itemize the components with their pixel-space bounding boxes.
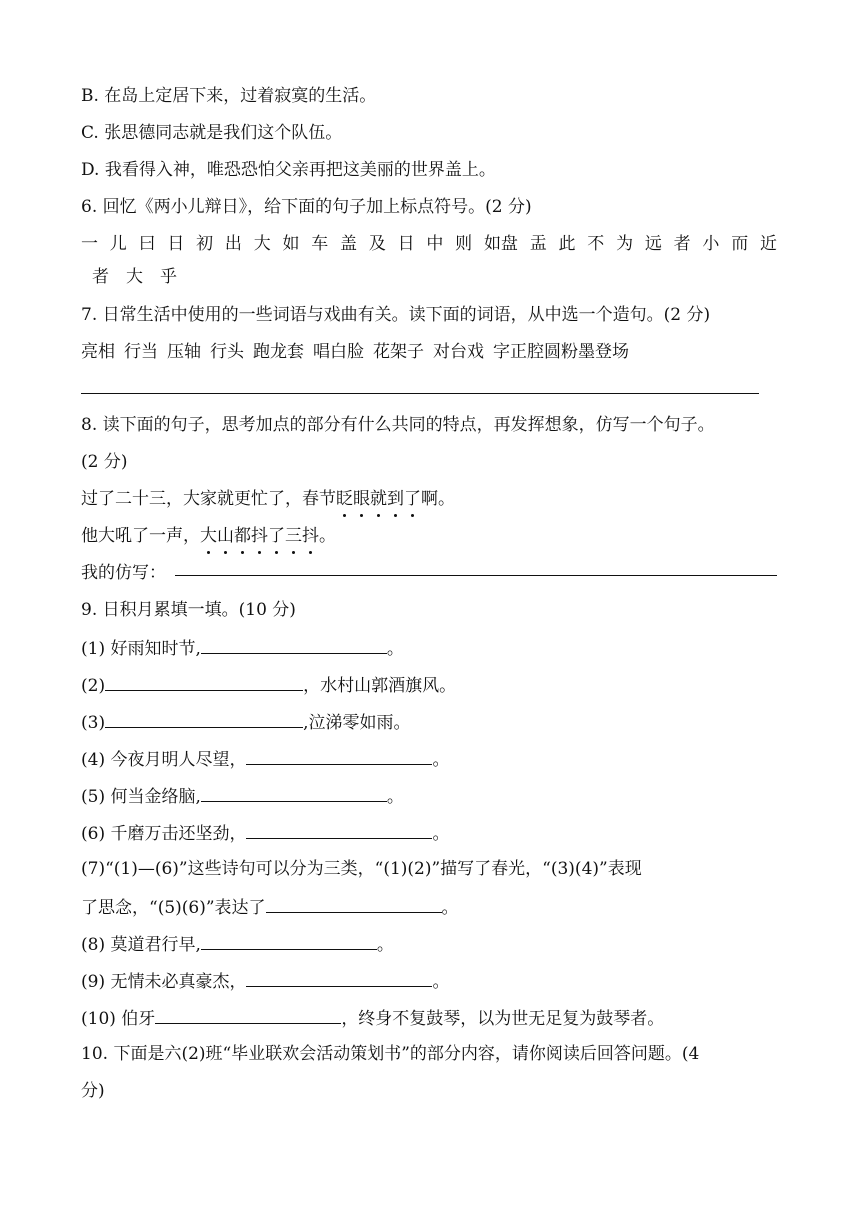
q9-2-blank[interactable] <box>105 672 303 691</box>
q6-chars-line-1 <box>81 232 777 256</box>
q9-2-text: (2) <box>81 676 106 696</box>
q9-item-2 <box>81 672 456 698</box>
q8-imitate-row <box>81 561 166 585</box>
q6-l1-char: 为 <box>616 234 634 254</box>
q6-l1-char: 不 <box>587 234 605 254</box>
emphasis-char: 就 <box>370 489 387 509</box>
q6-l1-char: 盖 <box>340 234 358 254</box>
q7-word: 字正腔圆粉墨登场 <box>493 342 629 362</box>
q8-s1-dotted <box>336 489 421 509</box>
q7-word: 对台戏 <box>433 342 484 362</box>
q8-sentence-1 <box>81 487 455 511</box>
q6-l1-char: 者 <box>673 234 691 254</box>
emphasis-char: 抖 <box>251 526 268 546</box>
q9-item-8 <box>81 931 394 957</box>
q9-4-text: (4) 今夜月明人尽望， <box>81 750 247 770</box>
q9-8-blank[interactable] <box>201 931 377 950</box>
option-d: D. 我看得入神，唯恐恐怕父亲再把这美丽的世界盖上。 <box>81 160 496 180</box>
q7-word: 行当 <box>124 342 158 362</box>
q8-s2-dotted <box>200 526 319 546</box>
q6-l1-char: 小 <box>702 234 720 254</box>
q6-l1-char: 出 <box>224 234 242 254</box>
q6-l2-char: 乎 <box>160 267 177 287</box>
emphasis-char: 到 <box>387 489 404 509</box>
q6-l1-char: 远 <box>644 234 662 254</box>
q6-l1-char: 近 <box>759 234 777 254</box>
q9-8-end: 。 <box>376 935 394 955</box>
q9-item-4 <box>81 746 449 772</box>
q6-l2-char: 者 <box>92 267 109 287</box>
q9-1-blank[interactable] <box>201 635 387 654</box>
q9-3-blank[interactable] <box>105 709 303 728</box>
q6-l1-char: 日 <box>167 234 185 254</box>
q9-5-text: (5) 何当金络脑, <box>81 787 201 807</box>
q9-item-5 <box>81 783 404 809</box>
q9-item-6 <box>81 820 449 846</box>
q6-l1-char: 而 <box>731 234 749 254</box>
q9-3-end: ,泣涕零如雨。 <box>303 713 411 733</box>
q6-prompt: 6. 回忆《两小儿辩日》，给下面的句子加上标点符号。(2 分) <box>81 197 532 217</box>
option-b: B. 在岛上定居下来，过着寂寞的生活。 <box>81 86 377 106</box>
emphasis-char: 大 <box>200 526 217 546</box>
q9-10-text: (10) 伯牙 <box>81 1009 156 1029</box>
q7-word: 行头 <box>210 342 244 362</box>
q9-9-end: 。 <box>432 972 450 992</box>
option-c: C. 张思德同志就是我们这个队伍。 <box>81 123 343 143</box>
q10-prompt-line-1: 10. 下面是六(2)班“毕业联欢会活动策划书”的部分内容，请你阅读后回答问题。(4 <box>81 1044 700 1064</box>
q6-chars-line-2 <box>92 265 177 289</box>
q6-l1-char: 中 <box>426 234 444 254</box>
q8-s1-before: 过了二十三，大家就更忙了，春节 <box>81 489 336 509</box>
q8-score: (2 分) <box>81 452 128 472</box>
q8-s1-after: 啊。 <box>421 489 455 509</box>
emphasis-char: 了 <box>268 526 285 546</box>
q9-item-9 <box>81 968 449 994</box>
q9-item-10 <box>81 1005 664 1031</box>
q6-l1-char: 如盘 <box>483 234 518 254</box>
q9-5-blank[interactable] <box>201 783 387 802</box>
emphasis-char: 都 <box>234 526 251 546</box>
q8-prompt: 8. 读下面的句子，思考加点的部分有什么共同的特点，再发挥想象，仿写一个句子。 <box>81 415 715 435</box>
q6-l1-char: 日 <box>397 234 415 254</box>
q6-l1-char: 及 <box>368 234 386 254</box>
q6-l1-char: 盂 <box>529 234 547 254</box>
q9-7-end: 。 <box>441 898 459 918</box>
emphasis-char: 三 <box>285 526 302 546</box>
emphasis-char: 眨 <box>336 489 353 509</box>
q7-word: 跑龙套 <box>253 342 304 362</box>
emphasis-char: 眼 <box>353 489 370 509</box>
q9-6-text: (6) 千磨万击还坚劲， <box>81 824 247 844</box>
q6-l1-char: 车 <box>311 234 329 254</box>
q9-3-text: (3) <box>81 713 106 733</box>
emphasis-char: 了 <box>404 489 421 509</box>
q8-answer-line[interactable] <box>175 575 777 576</box>
q8-imitate-label: 我的仿写： <box>81 563 166 583</box>
q6-l1-char: 初 <box>196 234 214 254</box>
q7-answer-line[interactable] <box>81 393 759 394</box>
q6-l2-char: 大 <box>126 267 143 287</box>
q7-word: 唱白脸 <box>313 342 364 362</box>
q9-1-end: 。 <box>386 639 404 659</box>
q9-item-3 <box>81 709 411 735</box>
q9-2-end: ，水村山郭酒旗风。 <box>303 676 457 696</box>
q9-10-blank[interactable] <box>155 1005 341 1024</box>
q7-word: 亮相 <box>81 342 115 362</box>
q9-1-text: (1) 好雨知时节, <box>81 639 201 659</box>
q6-l1-char: 如 <box>282 234 300 254</box>
q7-word: 压轴 <box>167 342 201 362</box>
q6-l1-char: 则 <box>455 234 473 254</box>
q9-4-end: 。 <box>432 750 450 770</box>
q9-9-blank[interactable] <box>246 968 432 987</box>
q7-word: 花架子 <box>373 342 424 362</box>
q8-sentence-2 <box>81 524 336 548</box>
q9-8-text: (8) 莫道君行早, <box>81 935 201 955</box>
q9-10-end: ，终身不复鼓琴，以为世无足复为鼓琴者。 <box>341 1009 665 1029</box>
q9-item-1 <box>81 635 404 661</box>
q8-s2-after: 。 <box>319 526 336 546</box>
q9-item-7-line-1: (7)“(1)—(6)”这些诗句可以分为三类，“(1)(2)”描写了春光，“(3)(4)”表现 <box>81 859 642 879</box>
q9-6-blank[interactable] <box>246 820 432 839</box>
q8-s2-before: 他大吼了一声， <box>81 526 200 546</box>
q9-4-blank[interactable] <box>246 746 432 765</box>
q6-l1-char: 此 <box>558 234 576 254</box>
q9-6-end: 。 <box>432 824 450 844</box>
q6-l1-char: 大 <box>253 234 271 254</box>
q7-prompt: 7. 日常生活中使用的一些词语与戏曲有关。读下面的词语，从中选一个造句。(2 分) <box>81 305 711 325</box>
q9-9-text: (9) 无情未必真豪杰， <box>81 972 247 992</box>
q9-7-blank[interactable] <box>266 894 442 913</box>
q6-l1-char: 儿 <box>109 234 127 254</box>
q10-prompt-line-2: 分) <box>81 1081 105 1101</box>
q9-7-text: 了思念，“(5)(6)”表达了 <box>81 898 266 918</box>
q6-l1-char: 曰 <box>138 234 156 254</box>
emphasis-char: 山 <box>217 526 234 546</box>
q9-prompt: 9. 日积月累填一填。(10 分) <box>81 600 296 620</box>
q6-l1-char: 一 <box>81 234 98 254</box>
q9-item-7-line-2 <box>81 894 459 920</box>
emphasis-char: 抖 <box>302 526 319 546</box>
q9-5-end: 。 <box>386 787 404 807</box>
q7-word-list <box>81 340 638 364</box>
